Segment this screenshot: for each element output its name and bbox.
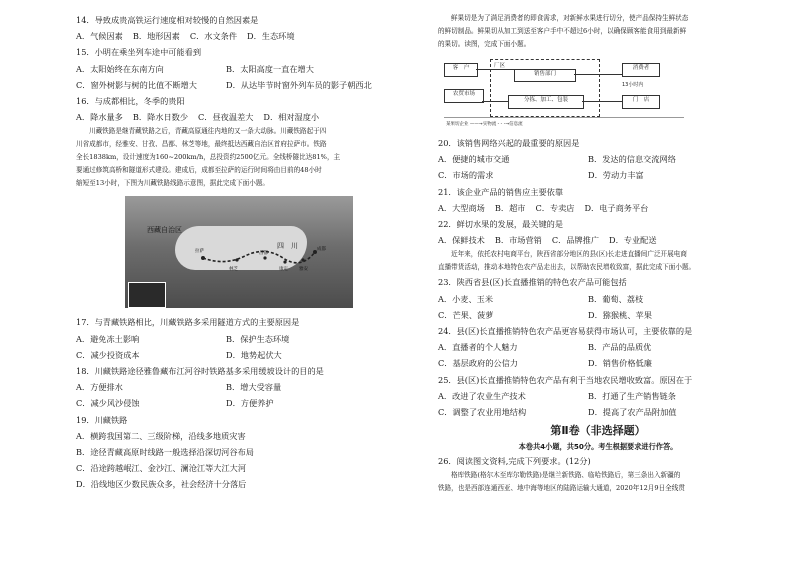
q16-option-c: C．昼夜温差大 [198, 112, 254, 123]
q20-option-a: A．便捷的城市交通 [438, 154, 510, 165]
flow-arrow [482, 101, 508, 102]
q14-option-b: B．地形因素 [132, 31, 180, 42]
consumer-box: 消费者 [622, 63, 660, 77]
q17-stem: 17．与青藏铁路相比，川藏铁路多采用隧道方式的主要原因是 [76, 317, 300, 328]
passage2-line: 直播带货活动，推动本地特色农产品走出去，以帮助农民增收致富，据此完成下面小题。 [438, 263, 696, 272]
q22-stem: 22．鲜切水果的发展，最关键的是 [438, 219, 564, 230]
q25-option-d: D．提高了农产品附加值 [588, 407, 677, 418]
q23-option-a: A．小麦、玉米 [438, 293, 494, 304]
intro-line: 鲜果切是为了满足消费者的即食需求，对新鲜水果进行切分，使产品保持生鲜状态 [451, 14, 689, 22]
q20-options-row1 [438, 151, 758, 167]
q17-option-c: C．减少投资成本 [76, 349, 140, 360]
q17-options-row1 [76, 331, 386, 347]
flow-arrow [582, 101, 622, 102]
q15-option-d: D．从达毕节时窗外列车员的影子朝西北 [226, 79, 372, 90]
map-label-tibet: 西藏自治区 [147, 226, 182, 235]
q26-passage-line: 格库铁路(格尔木至库尔勒铁路)是继兰新铁路、临哈铁路后，第三条出入新疆的 [451, 471, 681, 480]
passage-line: 缩短至13小时，下图为川藏铁路线路示意图，据此完成下面小题。 [76, 179, 270, 188]
q19-option-c: C．沿途跨越岷江、金沙江、澜沧江等大江大河 [76, 463, 247, 474]
q14-option-a: A．气候因素 [76, 31, 123, 42]
factory-label: 厂区 [494, 63, 506, 69]
q18-options-row2 [76, 395, 386, 411]
q26-stem: 26．阅读图文资料,完成下列要求。(12分) [438, 456, 591, 467]
q14-option-d: D．生态环境 [247, 31, 295, 42]
process-box: 分拣、加工、包装 [508, 95, 584, 109]
city-label: 成都 [317, 247, 326, 253]
q15-option-a: A．太阳始终在东南方向 [76, 63, 164, 74]
q17-option-d: D．地势起伏大 [226, 349, 282, 360]
q22-options [438, 232, 758, 248]
q25-options-row1 [438, 388, 758, 404]
customer-box: 客 户 [444, 63, 478, 77]
map-label-sichuan: 四 川 [277, 242, 298, 251]
q24-option-d: D．销售价格低廉 [588, 358, 652, 369]
q22-option-b: B．市场营销 [494, 235, 542, 246]
q16-option-a: A．降水量多 [76, 112, 123, 123]
q23-options-row2 [438, 307, 758, 323]
q19-option-d: D．沿线地区少数民族众多，社会经济十分落后 [76, 479, 247, 490]
section-note: 本卷共4小题，共50分。考生根据要求进行作答。 [518, 442, 678, 452]
q17-option-b: B．保护生态环境 [226, 333, 290, 344]
q23-option-d: D．猕猴桃、苹果 [588, 309, 652, 320]
flow-arrow [476, 69, 514, 70]
q22-option-a: A．保鲜技术 [438, 235, 485, 246]
q16-option-b: B．降水日数少 [132, 112, 189, 123]
sales-network-diagram [444, 57, 684, 131]
q18-option-c: C．减少风沙侵蚀 [76, 398, 140, 409]
city-label: 拉萨 [195, 249, 204, 255]
q23-options-row1 [438, 291, 758, 307]
q15-stem: 15．小明在乘坐列车途中可能看到 [76, 47, 202, 58]
q24-option-a: A．直播者的个人魅力 [438, 342, 518, 353]
legend-divider [444, 117, 684, 118]
q25-options-row2 [438, 404, 758, 420]
ecommerce-passage [438, 248, 758, 274]
q21-options [438, 200, 758, 216]
railway-passage [76, 125, 386, 190]
passage-line: 川省成都市，经雅安、甘孜、昌都、林芝等地，最终抵达西藏自治区首府拉萨市。铁路 [76, 140, 327, 149]
q24-option-c: C．基层政府的公信力 [438, 358, 518, 369]
q20-stem: 20．该销售网络兴起的最重要的原因是 [438, 138, 580, 148]
q23-option-c: C．芒果、菠萝 [438, 309, 494, 320]
q19-option-b: B．途径青藏高原时线路一般选择沿深切河谷布局 [76, 447, 254, 458]
q19-option-a: A．横跨我国第二、三级阶梯，沿线多地质灾害 [76, 430, 246, 441]
q16-stem: 16．与成都相比，冬季的贵阳 [76, 96, 185, 107]
passage-line: 川藏铁路是继青藏铁路之后，青藏高原通往内地的又一条大动脉。川藏铁路起于四 [89, 127, 327, 136]
city-label: 昌都 [259, 251, 268, 257]
q21-option-c: C．专卖店 [535, 202, 575, 213]
q18-options-row1 [76, 379, 386, 395]
left-column [76, 12, 386, 493]
q18-option-d: D．方便养护 [226, 398, 274, 409]
right-column [438, 12, 758, 495]
q17-option-a: A．避免冻土影响 [76, 333, 140, 344]
q24-options-row1 [438, 339, 758, 355]
q23-stem: 23．陕西省县(区)长直播推销的特色农产品可能包括 [438, 277, 627, 288]
q24-stem: 24．县(区)长直播推销特色农产品更容易获得市场认可，主要依靠的是 [438, 326, 693, 337]
section-title: 第Ⅱ卷（非选择题） [550, 424, 646, 438]
q21-stem: 21．该企业产品的销售应主要依靠 [438, 186, 564, 197]
q25-option-b: B．打通了生产销售链条 [588, 390, 676, 401]
q22-option-d: D．专业配送 [609, 235, 657, 246]
sales-dept-box: 销售部门 [514, 69, 576, 82]
city-label: 康定 [279, 267, 288, 273]
q16-option-d: D．相对湿度小 [263, 112, 320, 123]
passage-line: 要通过修筑高桥和隧道形式建设。建成后，成都至拉萨的运行时间将由目前的48小时 [76, 166, 322, 175]
railway-map [125, 196, 353, 308]
q26-passage-line: 铁路，也是西部连通西亚、地中海等地区的陆路运输大通道，2020年12月9日全线贯 [438, 484, 685, 493]
q18-option-b: B．增大受容量 [226, 382, 282, 393]
q24-option-b: B．产品的品质优 [588, 342, 652, 353]
intro-line: 的鲜切制品。鲜果切从加工到送至客户手中不超过6小时，以确保顾客能食用到最新鲜 [438, 27, 687, 35]
q17-options-row2 [76, 347, 386, 363]
q20-option-b: B．发达的信息交流网络 [588, 154, 676, 165]
passage-line: 全长1838km，设计速度为160~200km/h，总投资约2500亿元。全线桥隧比达81%，主 [76, 153, 341, 162]
diagram-legend: 某果切企业 ——→实物流 - - -→信息流 [446, 122, 523, 127]
q24-options-row2 [438, 355, 758, 371]
map-inset [128, 282, 166, 308]
q19-stem: 19．川藏铁路 [76, 414, 128, 425]
q23-option-b: B．葡萄、荔枝 [588, 293, 644, 304]
city-label: 雅安 [299, 267, 308, 273]
city-label: 林芝 [229, 267, 238, 273]
q15-option-b: B．太阳高度一直在增大 [226, 63, 314, 74]
q21-option-d: D．电子商务平台 [584, 202, 649, 213]
q14-options [76, 28, 386, 44]
q20-option-d: D．劳动力丰富 [588, 170, 644, 181]
q15-option-c: C．窗外树影与树的比值不断增大 [76, 79, 197, 90]
store-box: 门 店 [622, 95, 660, 109]
q21-option-a: A．大型商场 [438, 202, 485, 213]
fruit-intro [438, 12, 758, 51]
q15-options-row1 [76, 61, 386, 77]
q14-stem: 14．导致成贵高铁运行速度相对较慢的自然因素是 [76, 15, 259, 25]
time-label: 13小时内 [622, 82, 644, 88]
q20-options-row2 [438, 167, 758, 183]
q25-stem: 25．县(区)长直播推销特色农产品有利于当地农民增收致富。原因在于 [438, 374, 693, 385]
q14-option-c: C．水文条件 [189, 31, 238, 42]
q18-stem: 18．川藏铁路途径雅鲁藏布江河谷时铁路基多采用缓坡设计的目的是 [76, 366, 324, 377]
q21-option-b: B．超市 [494, 202, 526, 213]
market-box: 农贸市场 [444, 89, 484, 103]
q22-option-c: C．品牌推广 [551, 235, 600, 246]
q25-option-c: C．调整了农业用地结构 [438, 407, 527, 418]
q20-option-c: C．市场的需求 [438, 170, 494, 181]
q16-options [76, 109, 386, 125]
passage2-line: 近年来，依托农村电商平台，陕西省部分地区的县(区)长走进直播间广泛开展电商 [451, 250, 687, 259]
flow-arrow [574, 74, 622, 75]
intro-line: 的果切。读图，完成下面小题。 [438, 40, 531, 48]
q25-option-a: A．改进了农业生产技术 [438, 390, 526, 401]
q18-option-a: A．方便排水 [76, 382, 123, 393]
q15-options-row2 [76, 77, 386, 93]
